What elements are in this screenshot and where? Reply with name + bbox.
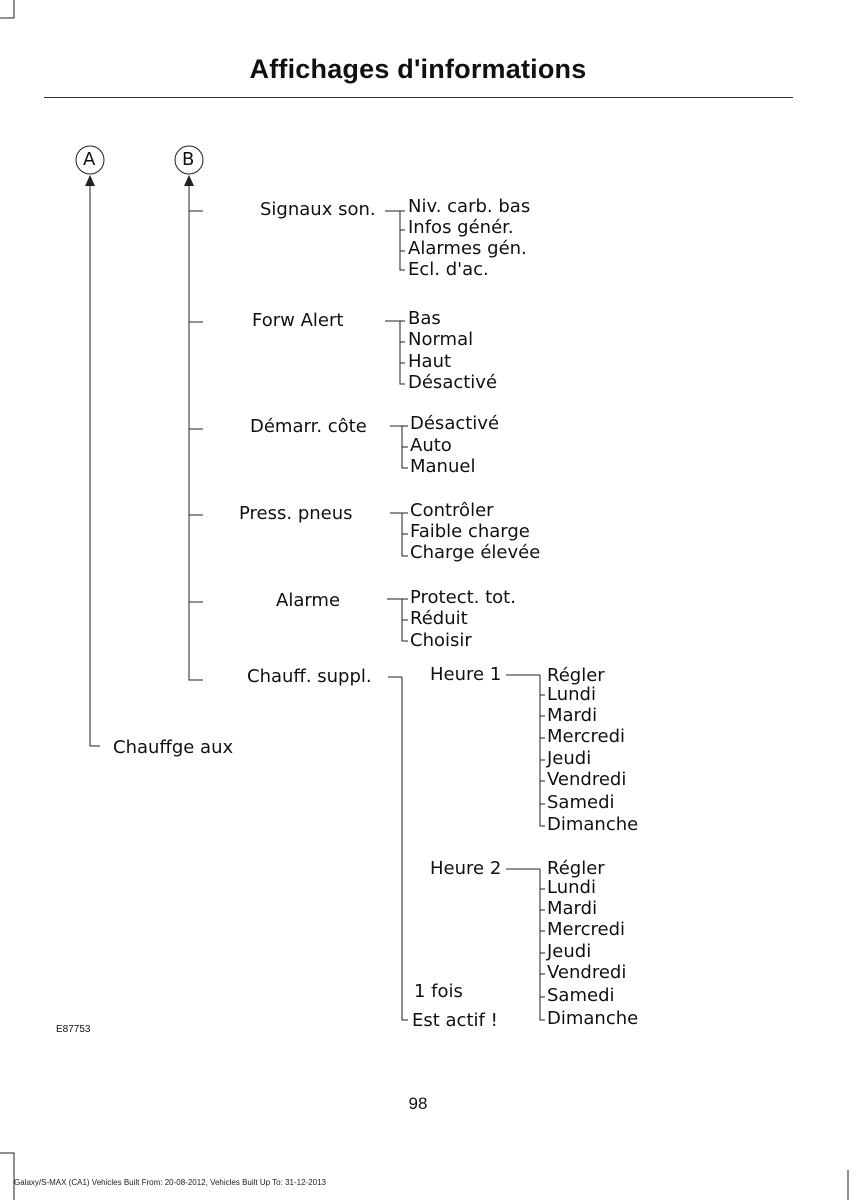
- list-item: Ecl. d'ac.: [408, 259, 489, 280]
- list-item: Mardi: [547, 898, 598, 919]
- list-item: Vendredi: [547, 962, 627, 983]
- list-item: Désactivé: [408, 372, 498, 393]
- list-item: Dimanche: [547, 814, 639, 835]
- group-label-alarme: Alarme: [276, 590, 341, 611]
- list-item: Manuel: [410, 456, 476, 477]
- footer-text: Galaxy/S-MAX (CA1) Vehicles Built From: 20-08-2012, Vehicles Built Up To: 31-12-2013: [14, 1178, 326, 1187]
- list-item: Faible charge: [410, 521, 530, 542]
- list-item: Contrôler: [410, 500, 494, 521]
- list-item: Charge élevée: [410, 542, 541, 563]
- list-item: Vendredi: [547, 769, 627, 790]
- list-item: Mercredi: [547, 919, 626, 940]
- list-item: Désactivé: [410, 413, 500, 434]
- list-item: Lundi: [547, 684, 596, 705]
- figure-id: E87753: [56, 1024, 91, 1035]
- heure-2-label: Heure 2: [430, 858, 502, 879]
- marker-a: A: [83, 149, 96, 170]
- group-label-forw-alert: Forw Alert: [252, 310, 344, 331]
- once-label: 1 fois: [414, 981, 463, 1002]
- list-item: Dimanche: [547, 1008, 639, 1029]
- list-item: Régler: [547, 858, 605, 879]
- list-item: Régler: [547, 665, 605, 686]
- group-label-chauff-suppl: Chauff. suppl.: [247, 666, 372, 687]
- list-item: Protect. tot.: [410, 587, 516, 608]
- list-item: Haut: [408, 351, 452, 372]
- list-item: Samedi: [547, 792, 615, 813]
- marker-b: B: [182, 149, 195, 170]
- list-item: Choisir: [410, 630, 472, 651]
- group-label-press-pneus: Press. pneus: [239, 503, 353, 524]
- list-item: Lundi: [547, 877, 596, 898]
- list-item: Infos génér.: [408, 217, 514, 238]
- page-number: 98: [408, 1094, 428, 1113]
- list-item: Niv. carb. bas: [408, 196, 531, 217]
- heure-1-label: Heure 1: [430, 664, 502, 685]
- list-item: Bas: [408, 308, 441, 329]
- list-item: Alarmes gén.: [408, 238, 527, 259]
- list-item: Jeudi: [547, 748, 592, 769]
- page-title: Affichages d'informations: [249, 54, 587, 84]
- list-item: Mardi: [547, 705, 598, 726]
- group-label-signaux: Signaux son.: [260, 199, 376, 220]
- list-item: Réduit: [410, 608, 468, 629]
- list-item: Auto: [410, 435, 452, 456]
- list-item: Jeudi: [547, 941, 592, 962]
- chauffge-aux-label: Chauffge aux: [113, 737, 234, 758]
- active-label: Est actif !: [412, 1010, 498, 1031]
- list-item: Samedi: [547, 985, 615, 1006]
- list-item: Normal: [408, 329, 474, 350]
- list-item: Mercredi: [547, 726, 626, 747]
- group-label-demarr-cote: Démarr. côte: [250, 416, 367, 437]
